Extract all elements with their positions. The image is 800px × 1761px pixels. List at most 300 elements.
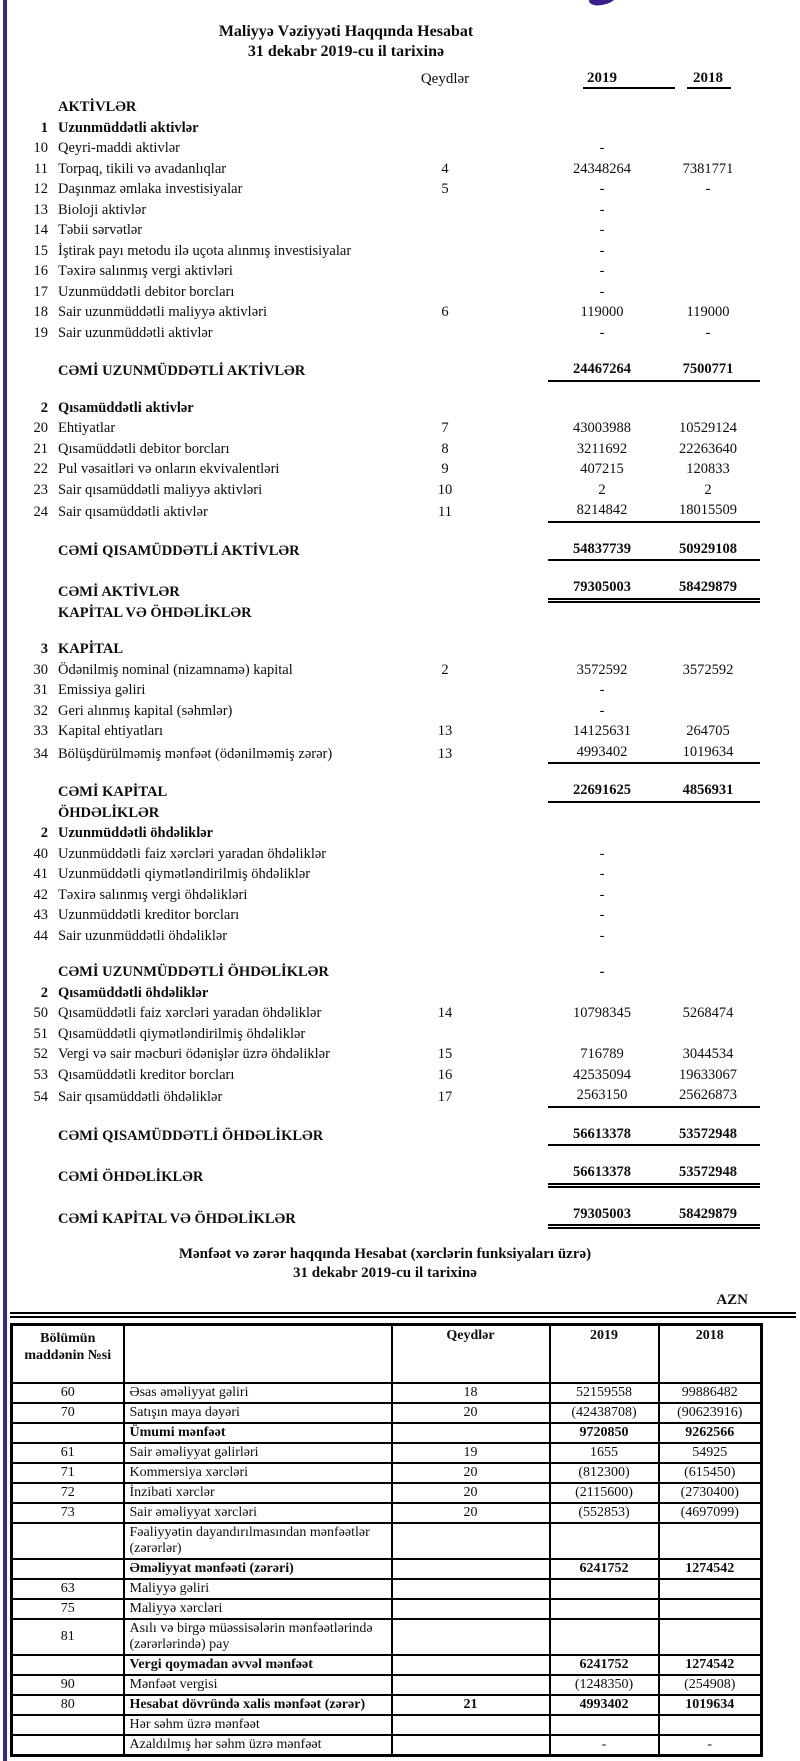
row-number: 11: [34, 160, 48, 177]
row-number: 13: [33, 201, 48, 218]
row-label: Kommersiya xərcləri: [124, 1463, 392, 1483]
value-2018: 99886482: [659, 1383, 762, 1403]
value-2019: 56613378: [548, 1162, 656, 1188]
balance-sheet-row: [0, 660, 800, 681]
value-2019: 6241752: [550, 1559, 659, 1579]
row-label: Satışın maya dəyəri: [124, 1403, 392, 1423]
income-statement-row: [12, 1599, 762, 1619]
value-2019: 6241752: [550, 1655, 659, 1675]
value-2018: [659, 1579, 762, 1599]
income-statement-row: [12, 1423, 762, 1443]
row-label: Sair əməliyyat gəlirləri: [124, 1443, 392, 1463]
note-ref: [392, 1523, 550, 1559]
value-2018: 7381771: [682, 160, 734, 177]
balance-sheet-row: [0, 864, 800, 885]
value-2018: 264705: [686, 723, 730, 739]
currency-label: AZN: [716, 1292, 748, 1308]
row-label: Sair qısamüddətli maliyyə aktivləri: [58, 481, 263, 498]
row-label: Hesabat dövründə xalis mənfəət (zərər): [124, 1695, 392, 1715]
value-2019: -: [599, 263, 605, 279]
value-2019: 1655: [550, 1443, 659, 1463]
value-2019: 52159558: [550, 1383, 659, 1403]
spacer-row: [0, 382, 800, 398]
value-2019: (1248350): [550, 1675, 659, 1695]
row-label: CƏMİ AKTİVLƏR: [58, 584, 180, 600]
note-ref: [392, 1655, 550, 1675]
spacer-row: [0, 764, 800, 780]
balance-sheet-row: [0, 1124, 800, 1147]
row-number: 21: [33, 440, 48, 457]
row-number: 53: [33, 1066, 48, 1083]
row-label: Emissiya gəliri: [58, 682, 146, 698]
value-2018: 54925: [659, 1443, 762, 1463]
value-2019: (2115600): [550, 1483, 659, 1503]
value-2019: [550, 1579, 659, 1599]
value-2018: [659, 1619, 762, 1655]
value-2018: 5268474: [682, 1005, 734, 1021]
row-number: 60: [12, 1383, 124, 1403]
note-ref: [392, 1559, 550, 1579]
income-statement-row: [12, 1695, 762, 1715]
income-statement-row: [12, 1523, 762, 1559]
row-number: 31: [33, 682, 48, 698]
value-2018: 19633067: [679, 1066, 737, 1083]
note-ref: 2: [441, 661, 449, 678]
balance-sheet-row: [0, 200, 800, 221]
value-2018: 1274542: [659, 1655, 762, 1675]
row-label: CƏMİ QISAMÜDDƏTLİ ÖHDƏLİKLƏR: [58, 1127, 324, 1144]
row-label: Əməliyyat mənfəəti (zərəri): [124, 1559, 392, 1579]
note-ref: 16: [437, 1066, 453, 1083]
row-label: CƏMİ UZUNMÜDDƏTLİ AKTİVLƏR: [58, 363, 306, 379]
row-label: Qısamüddətli öhdəliklər: [58, 984, 209, 1001]
income-statement-header: [0, 1245, 770, 1283]
value-2018: 58429879: [656, 1204, 760, 1230]
note-ref: 8: [441, 440, 449, 457]
row-number: 41: [33, 866, 48, 882]
row-number: 19: [33, 324, 48, 341]
double-rule: [10, 1312, 796, 1318]
spacer-row: [0, 561, 800, 577]
balance-sheet-row: [0, 241, 800, 262]
year-2019-column-header: 2019: [550, 1325, 659, 1384]
row-label: Kapital ehtiyatları: [58, 723, 164, 739]
row-number: 75: [12, 1599, 124, 1619]
income-statement-row: [12, 1559, 762, 1579]
value-2019: -: [599, 886, 605, 903]
note-ref: [392, 1715, 550, 1735]
row-number: 24: [33, 504, 48, 520]
notes-column-header: Qeydlər: [420, 71, 470, 87]
balance-sheet-row: [0, 179, 800, 200]
row-number: 54: [33, 1089, 48, 1105]
year-2019-column-header: 2019: [548, 69, 656, 89]
row-number: 15: [33, 242, 48, 259]
value-2019: 3572592: [576, 661, 628, 678]
row-number: 52: [33, 1046, 48, 1062]
row-number: [12, 1655, 124, 1675]
balance-sheet-row: [0, 282, 800, 303]
row-number: [12, 1735, 124, 1756]
income-statement-row: [12, 1503, 762, 1523]
value-2019: (812300): [550, 1463, 659, 1483]
value-2019: -: [599, 140, 605, 156]
value-2019: 8214842: [548, 500, 656, 523]
spacer-row: [0, 343, 800, 359]
row-label: Vergi və sair məcburi ödənişlər üzrə öhdəliklər: [58, 1046, 330, 1062]
row-number: 43: [33, 907, 48, 923]
row-label: Torpaq, tikili və avadanlıqlar: [58, 160, 227, 177]
row-label: Uzunmüddətli aktivlər: [58, 119, 199, 136]
note-ref: 17: [437, 1089, 453, 1105]
row-label: Azaldılmış hər səhm üzrə mənfəət: [124, 1735, 392, 1756]
row-number: [12, 1559, 124, 1579]
row-number: 72: [12, 1483, 124, 1503]
spacer-row: [0, 623, 800, 639]
row-number: 16: [33, 263, 48, 279]
balance-sheet-row: [0, 721, 800, 742]
row-label: Təbii sərvətlər: [58, 222, 143, 238]
row-number: 2: [40, 984, 48, 1001]
row-number: 42: [33, 886, 48, 903]
row-number: 2: [40, 825, 48, 841]
value-2019: 22691625: [548, 780, 656, 803]
note-ref: 20: [392, 1403, 550, 1423]
balance-sheet-date: 31 dekabr 2019-cu il tarixinə: [247, 43, 445, 60]
value-2019: -: [599, 242, 605, 259]
row-number: [12, 1523, 124, 1559]
row-label: Uzunmüddətli qiymətləndirilmiş öhdəliklər: [58, 866, 311, 882]
row-label: Qısamüddətli debitor borcları: [58, 440, 230, 457]
value-2018: 3572592: [682, 661, 734, 678]
value-2018: (254908): [659, 1675, 762, 1695]
note-ref: [392, 1675, 550, 1695]
balance-sheet-row: [0, 220, 800, 241]
balance-sheet-row: [0, 905, 800, 926]
balance-sheet-row: [0, 803, 800, 824]
income-statement-title: Mənfəət və zərər haqqında Hesabat (xərclərin funksiyaları üzrə): [178, 1246, 592, 1262]
row-number: 44: [33, 927, 48, 944]
value-2019: -: [599, 866, 605, 882]
row-label: CƏMİ KAPİTAL VƏ ÖHDƏLİKLƏR: [58, 1210, 296, 1227]
row-number: 12: [33, 181, 48, 197]
row-label: Ehtiyatlar: [58, 420, 116, 436]
balance-sheet-row: [0, 639, 800, 660]
spacer-row: [0, 523, 800, 539]
row-label: Ümumi mənfəət: [124, 1423, 392, 1443]
row-number: 2: [40, 399, 48, 416]
value-2018: 53572948: [656, 1162, 760, 1188]
value-2019: -: [599, 181, 605, 197]
value-2018: [659, 1599, 762, 1619]
income-statement-row: [12, 1619, 762, 1655]
note-ref: 9: [441, 461, 449, 477]
income-statement-row: [12, 1463, 762, 1483]
row-label: CƏMİ QISAMÜDDƏTLİ AKTİVLƏR: [58, 542, 300, 559]
value-2018: 9262566: [659, 1423, 762, 1443]
notes-column-header: Qeydlər: [392, 1325, 550, 1384]
value-2018: 53572948: [656, 1124, 760, 1147]
row-number: 50: [33, 1005, 48, 1021]
value-2019: 9720850: [550, 1423, 659, 1443]
note-ref: [392, 1599, 550, 1619]
row-number: 90: [12, 1675, 124, 1695]
value-2019: 2: [598, 481, 606, 498]
row-label: CƏMİ ÖHDƏLİKLƏR: [58, 1169, 204, 1185]
note-ref: 4: [441, 160, 449, 177]
value-2019: 79305003: [548, 577, 656, 603]
value-2018: 119000: [686, 304, 730, 320]
note-ref: 10: [437, 481, 453, 498]
value-2018: 10529124: [679, 420, 737, 436]
balance-sheet-row: [0, 159, 800, 180]
row-number: 40: [33, 845, 48, 862]
row-label: Uzunmüddətli kreditor borcları: [58, 907, 240, 923]
row-label: Maliyyə gəliri: [124, 1579, 392, 1599]
row-label: CƏMİ KAPİTAL: [58, 784, 168, 800]
value-2018: 4856931: [656, 780, 760, 803]
balance-sheet-row: [0, 439, 800, 460]
value-2019: -: [599, 682, 605, 698]
value-2018: 18015509: [656, 500, 760, 523]
income-statement-table: [10, 1323, 763, 1757]
note-ref: [392, 1579, 550, 1599]
row-label: Sair uzunmüddətli öhdəliklər: [58, 927, 228, 944]
balance-sheet-row: [0, 844, 800, 865]
balance-sheet-row: [0, 1162, 800, 1188]
value-2019: 2563150: [548, 1085, 656, 1108]
row-label: KAPİTAL: [58, 641, 123, 657]
value-2018: 1019634: [656, 742, 760, 765]
value-2018: 7500771: [656, 359, 760, 382]
row-label: Bioloji aktivlər: [58, 201, 147, 218]
row-label: Qısamüddətli qiymətləndirilmiş öhdəliklər: [58, 1025, 306, 1042]
balance-sheet-title: Maliyyə Vəziyyəti Haqqında Hesabat: [218, 23, 474, 40]
row-number: [12, 1715, 124, 1735]
balance-sheet-row: [0, 539, 800, 562]
note-ref: 19: [392, 1443, 550, 1463]
item-name-header: [124, 1325, 392, 1384]
row-label: Uzunmüddətli faiz xərcləri yaradan öhdəliklər: [58, 845, 327, 862]
income-statement-row: [12, 1655, 762, 1675]
row-label: CƏMİ UZUNMÜDDƏTLİ ÖHDƏLİKLƏR: [58, 964, 329, 980]
year-2018-column-header: 2018: [656, 69, 760, 89]
balance-sheet-row: [0, 577, 800, 603]
value-2019: 716789: [580, 1046, 624, 1062]
note-ref: 20: [392, 1483, 550, 1503]
row-label: Sair qısamüddətli aktivlər: [58, 504, 208, 520]
value-2019: -: [599, 201, 605, 218]
value-2019: 24348264: [573, 160, 631, 177]
row-number: 70: [12, 1403, 124, 1423]
row-number: 34: [33, 745, 48, 762]
row-label: Sair uzunmüddətli maliyyə aktivləri: [58, 304, 267, 320]
income-statement-date: 31 dekabr 2019-cu il tarixinə: [293, 1265, 477, 1281]
row-label: Uzunmüddətli debitor borcları: [58, 283, 235, 300]
value-2018: -: [705, 181, 711, 197]
row-label: Uzunmüddətli öhdəliklər: [58, 825, 214, 841]
income-statement-row: [12, 1403, 762, 1423]
row-label: Qısamüddətli faiz xərcləri yaradan öhdəliklər: [58, 1005, 322, 1021]
income-statement-row: [12, 1715, 762, 1735]
balance-sheet-row: [0, 261, 800, 282]
value-2018: 25626873: [656, 1085, 760, 1108]
row-number: 30: [33, 661, 48, 678]
balance-sheet-row: [0, 323, 800, 344]
balance-sheet-row: [0, 823, 800, 844]
row-label: İştirak payı metodu ilə uçota alınmış investisiyalar: [58, 242, 352, 259]
value-2018: [659, 1523, 762, 1559]
note-ref: 6: [441, 304, 449, 320]
row-number: 71: [12, 1463, 124, 1483]
balance-sheet-row: [0, 1204, 800, 1230]
value-2018: -: [705, 324, 711, 341]
row-label: KAPİTAL VƏ ÖHDƏLİKLƏR: [58, 604, 252, 621]
value-2019: [550, 1523, 659, 1559]
row-number: 20: [33, 420, 48, 436]
row-number: 32: [33, 702, 48, 719]
note-ref: 13: [437, 723, 453, 739]
row-number: 51: [33, 1025, 48, 1042]
row-label: Qısamüddətli kreditor borcları: [58, 1066, 235, 1083]
row-number: 80: [12, 1695, 124, 1715]
balance-sheet-row: [0, 1065, 800, 1086]
value-2019: -: [599, 324, 605, 341]
row-number: 1: [40, 119, 48, 136]
balance-sheet-header: [0, 0, 692, 62]
balance-sheet-row: [0, 701, 800, 722]
balance-sheet-row: [0, 983, 800, 1004]
value-2019: 56613378: [548, 1124, 656, 1147]
note-ref: 11: [438, 504, 452, 520]
row-number: 81: [12, 1619, 124, 1655]
row-label: ÖHDƏLİKLƏR: [58, 804, 160, 821]
spacer-row: [0, 1188, 800, 1204]
balance-sheet-row: [0, 418, 800, 439]
balance-sheet-row: [0, 500, 800, 523]
note-ref: [392, 1735, 550, 1756]
row-number: 3: [40, 641, 48, 657]
row-label: Maliyyə xərcləri: [124, 1599, 392, 1619]
page-left-border: [3, 0, 7, 1761]
value-2019: 3211692: [576, 440, 628, 457]
row-label: Sair uzunmüddətli aktivlər: [58, 324, 213, 341]
value-2019: (552853): [550, 1503, 659, 1523]
value-2019: 10798345: [573, 1005, 631, 1021]
value-2019: -: [599, 927, 605, 944]
row-number: 18: [33, 304, 48, 320]
value-2019: -: [599, 283, 605, 300]
value-2019: 407215: [580, 461, 624, 477]
value-2018: 1019634: [659, 1695, 762, 1715]
balance-sheet-row: [0, 359, 800, 382]
value-2019: -: [599, 845, 605, 862]
balance-sheet-row: [0, 780, 800, 803]
value-2018: 50929108: [656, 539, 760, 562]
spacer-row: [0, 1108, 800, 1124]
income-statement-header-row: [12, 1325, 762, 1384]
value-2019: 4993402: [550, 1695, 659, 1715]
row-label: Qısamüddətli aktivlər: [58, 399, 194, 416]
balance-sheet-row: [0, 603, 800, 624]
balance-sheet-row: [0, 118, 800, 139]
row-label: Geri alınmış kapital (səhmlər): [58, 702, 233, 719]
row-label: Pul vəsaitləri və onların ekvivalentləri: [58, 461, 280, 477]
value-2018: 3044534: [682, 1046, 734, 1062]
row-label: Ödənilmiş nominal (nizamnamə) kapital: [58, 661, 293, 678]
balance-sheet-row: [0, 398, 800, 419]
balance-sheet-row: [0, 926, 800, 947]
row-label: Mənfəət vergisi: [124, 1675, 392, 1695]
row-label: Vergi qoymadan əvvəl mənfəət: [124, 1655, 392, 1675]
value-2019: 42535094: [573, 1066, 631, 1083]
row-label: Sair əməliyyat xərcləri: [124, 1503, 392, 1523]
section-number-header: Bölümün maddənin №si: [12, 1325, 124, 1384]
row-number: 63: [12, 1579, 124, 1599]
spacer-row: [0, 1146, 800, 1162]
value-2019: -: [599, 964, 605, 980]
balance-sheet-row: [0, 138, 800, 159]
value-2019: [550, 1619, 659, 1655]
row-label: İnzibati xərclər: [124, 1483, 392, 1503]
row-number: 14: [33, 222, 48, 238]
income-statement-row: [12, 1383, 762, 1403]
income-statement-row: [12, 1579, 762, 1599]
note-ref: [392, 1619, 550, 1655]
row-number: 22: [33, 461, 48, 477]
row-label: AKTİVLƏR: [58, 99, 137, 115]
note-ref: 15: [437, 1046, 453, 1062]
value-2019: 119000: [580, 304, 624, 320]
balance-sheet-row: [0, 1024, 800, 1045]
value-2018: (2730400): [659, 1483, 762, 1503]
balance-sheet-row: [0, 680, 800, 701]
value-2018: (4697099): [659, 1503, 762, 1523]
balance-sheet-row: [0, 97, 800, 118]
balance-sheet-row: [0, 962, 800, 983]
value-2019: 14125631: [573, 723, 631, 739]
balance-sheet-row: [0, 459, 800, 480]
row-label: Qeyri-maddi aktivlər: [58, 140, 180, 156]
note-ref: 20: [392, 1463, 550, 1483]
row-number: 33: [33, 723, 48, 739]
balance-sheet-row: [0, 1003, 800, 1024]
value-2018: 120833: [686, 461, 730, 477]
value-2018: (90623916): [659, 1403, 762, 1423]
row-label: Daşınmaz əmlaka investisiyalar: [58, 181, 243, 197]
note-ref: 7: [441, 420, 449, 436]
income-statement-row: [12, 1483, 762, 1503]
value-2019: -: [599, 702, 605, 719]
row-number: 73: [12, 1503, 124, 1523]
value-2019: 43003988: [573, 420, 631, 436]
value-2018: 22263640: [679, 440, 737, 457]
value-2018: -: [659, 1735, 762, 1756]
value-2019: -: [599, 222, 605, 238]
row-label: Təxirə salınmış vergi aktivləri: [58, 263, 233, 279]
note-ref: 18: [392, 1383, 550, 1403]
row-label: Asılı və birgə müəssisələrin mənfəətlərində (zərərlərində) pay: [124, 1619, 392, 1655]
value-2019: [550, 1599, 659, 1619]
value-2019: 4993402: [548, 742, 656, 765]
note-ref: 14: [437, 1005, 453, 1021]
note-ref: 21: [392, 1695, 550, 1715]
row-label: Təxirə salınmış vergi öhdəlikləri: [58, 886, 248, 903]
row-label: Əsas əməliyyat gəliri: [124, 1383, 392, 1403]
balance-sheet-row: [0, 885, 800, 906]
note-ref: 5: [441, 181, 449, 197]
balance-sheet-row: [0, 742, 800, 765]
